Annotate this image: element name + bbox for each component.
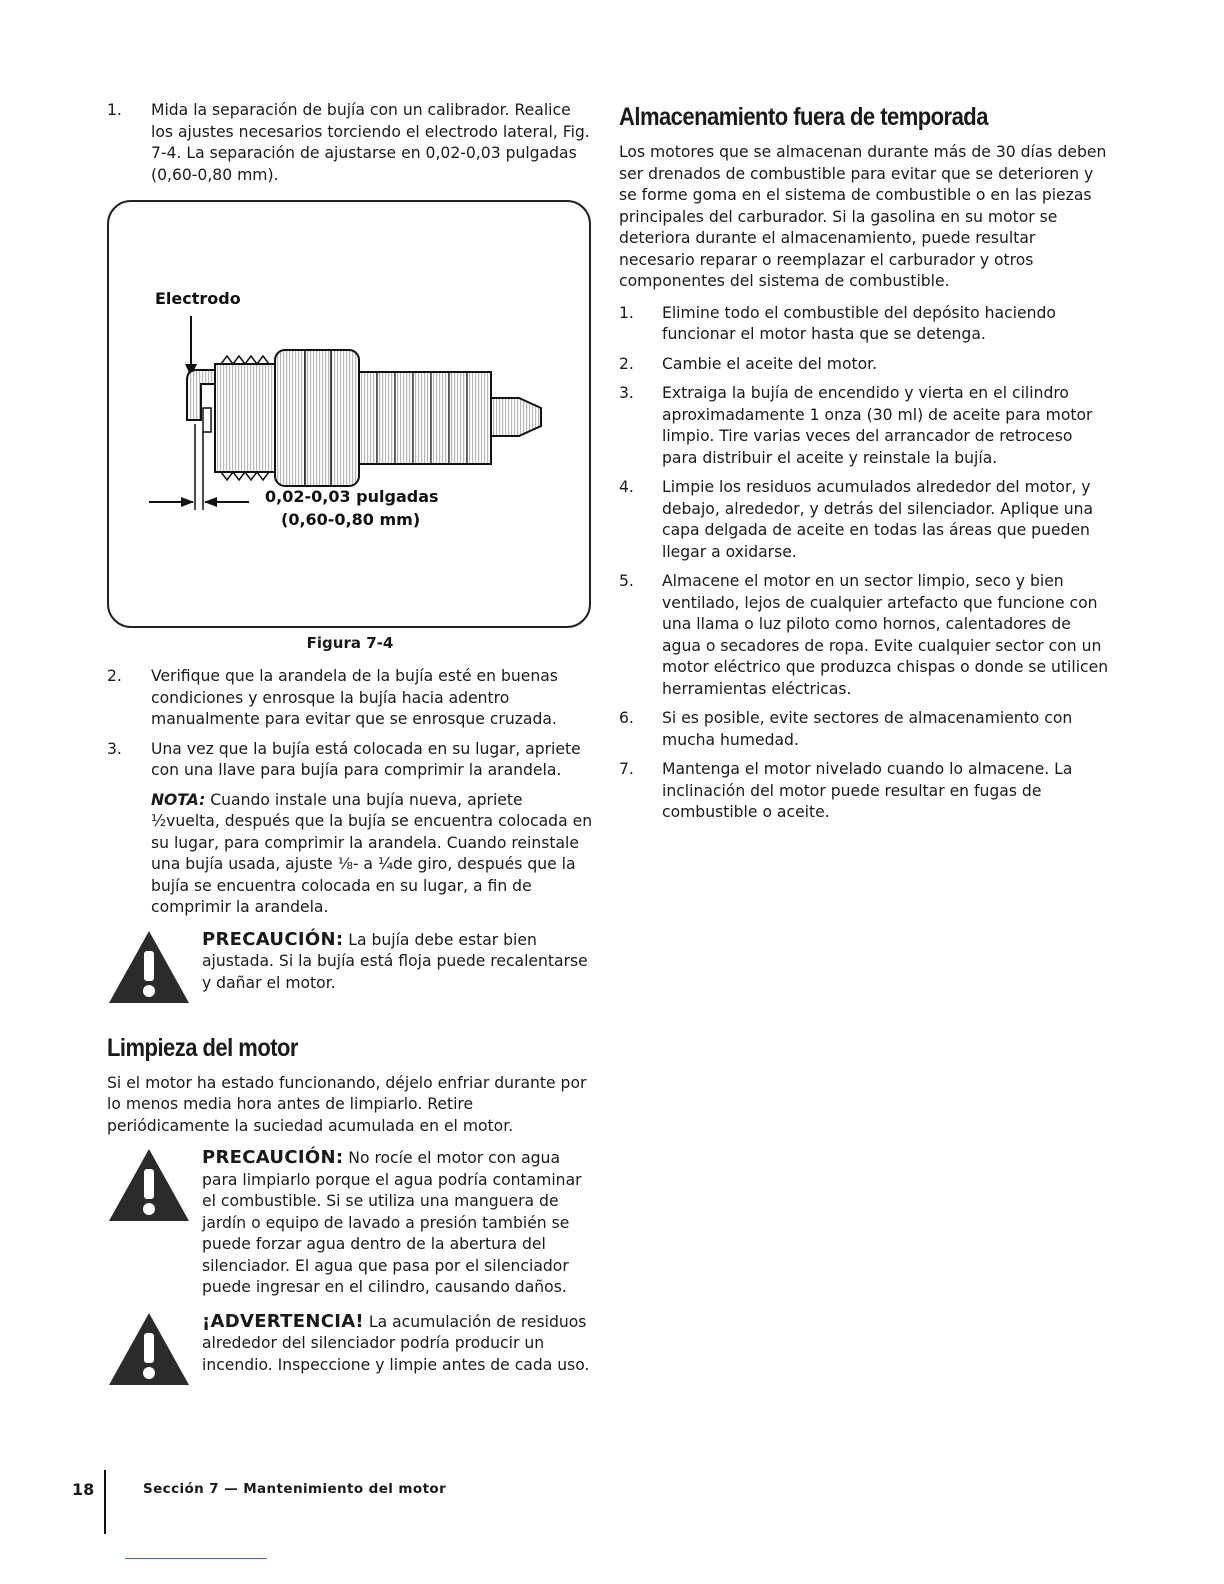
spark-plug-diagram	[109, 202, 593, 630]
list-item	[107, 100, 593, 186]
page-number: 18	[72, 1480, 95, 1499]
list-number: 7.	[619, 760, 634, 778]
list-text: Limpie los residuos acumulados alrededor del motor, y debajo, alrededor, y detrás del silenciador. Aplique una capa delgada de aceite en todas las áreas que pueden llegar a oxidarse.	[662, 478, 1094, 561]
warning-block	[107, 1311, 593, 1389]
warning-triangle-icon	[107, 929, 191, 1005]
note-text: Cuando instale una bujía nueva, apriete ½vuelta, después que la bujía se encuentra colocada en su lugar, para comprimir la arandela. Cuando reinstale una bujía usada, ajuste ⅛- a ¼de giro, después que la bujía se encuentra colocada en su lugar, a fin de comprimir la arandela.	[151, 790, 593, 916]
list-text: Almacene el motor en un sector limpio, seco y bien ventilado, lejos de cualquier artefacto que funcione con una llama o luz piloto como hornos, calentadores de agua o secadores de ropa. Evite cualquier sector con un motor eléctrico que produzca chispas o donde se utilicen herramientas eléctricas.	[662, 572, 1109, 698]
list-text: Verifique que la arandela de la bujía esté en buenas condiciones y enrosque la bujía hacia adentro manualmente para evitar que se enrosque cruzada.	[151, 667, 558, 728]
center-electrode	[203, 408, 211, 432]
figure-7-4	[107, 200, 591, 628]
list-item	[619, 477, 1109, 563]
warning-lead: ¡ADVERTENCIA!	[202, 1310, 364, 1332]
list-item	[107, 739, 593, 782]
list-item	[619, 354, 1109, 376]
note-lead: NOTA:	[151, 790, 206, 809]
list-number: 2.	[107, 667, 122, 685]
insulator	[359, 372, 491, 464]
gap-inches-label: 0,02-0,03 pulgadas	[265, 487, 439, 506]
gap-mm-label: (0,60-0,80 mm)	[281, 510, 421, 529]
list-number: 1.	[619, 303, 634, 322]
electrode-label: Electrodo	[155, 289, 241, 308]
list-text: Cambie el aceite del motor.	[662, 354, 878, 373]
thread-top	[221, 356, 269, 364]
section-heading-cleaning: Limpieza del motor	[107, 1033, 298, 1062]
list-text: Mantenga el motor nivelado cuando lo almacene. La inclinación del motor puede resultar en fugas de combustible o aceite.	[662, 760, 1073, 821]
section-heading-storage: Almacenamiento fuera de temporada	[619, 103, 988, 131]
list-number: 3.	[619, 384, 634, 402]
list-number: 5.	[619, 572, 634, 590]
list-text: Extraiga la bujía de encendido y vierta en el cilindro aproximadamente 1 onza (30 ml) de aceite para motor limpio. Tire varias veces del arrancador de retroceso para distribuir el aceite y reinstale la bujía.	[662, 384, 1093, 467]
list-text: Una vez que la bujía está colocada en su lugar, apriete con una llave para bujía para comprimir la arandela.	[151, 739, 581, 779]
right-column	[619, 100, 1109, 832]
list-item	[619, 383, 1109, 469]
figure-caption: Figura 7-4	[306, 634, 394, 652]
list-number: 2.	[619, 354, 634, 373]
list-number: 6.	[619, 709, 634, 727]
caution-text: No rocíe el motor con agua para limpiarlo porque el agua podría contaminar el combustible. Si se utiliza una manguera de jardín o equipo de lavado a presión también se puede forzar agua dentro de la abertura del silenciador. El agua que pasa por el silenciador puede ingresar en el cilindro, causando daños.	[202, 1149, 582, 1296]
cleaning-body: Si el motor ha estado funcionando, déjelo enfriar durante por lo menos media hora antes de limpiarlo. Retire periódicamente la suciedad acumulada en el motor.	[107, 1073, 587, 1135]
list-text: Si es posible, evite sectores de almacenamiento con mucha humedad.	[662, 709, 1073, 749]
caution-text: La bujía debe estar bien ajustada. Si la bujía está floja puede recalentarse y dañar el motor.	[202, 930, 588, 992]
warning-triangle-icon	[107, 1311, 191, 1387]
warning-text: La acumulación de residuos alrededor del silenciador podría producir un incendio. Inspeccione y limpie antes de cada uso.	[202, 1312, 590, 1374]
caution-lead: PRECAUCIÓN:	[202, 928, 344, 950]
list-item	[619, 303, 1109, 346]
hex-nut	[275, 350, 359, 486]
list-item	[107, 666, 593, 731]
list-text: Elimine todo el combustible del depósito haciendo funcionar el motor hasta que se detenga.	[662, 303, 1056, 343]
list-number: 3.	[107, 739, 122, 758]
terminal-nut	[491, 398, 541, 436]
warning-triangle-icon	[107, 1147, 191, 1223]
caution-block	[107, 929, 593, 1007]
list-text: Mida la separación de bujía con un calibrador. Realice los ajustes necesarios torciendo el electrodo lateral, Fig. 7-4. La separación de ajustarse en 0,02-0,03 pulgadas (0,60-0,80 mm).	[151, 101, 590, 184]
caution-lead: PRECAUCIÓN:	[202, 1147, 344, 1168]
left-column	[107, 100, 593, 1389]
thread-bottom	[221, 472, 269, 480]
list-number: 4.	[619, 478, 634, 496]
list-number: 1.	[107, 101, 122, 119]
list-item	[619, 708, 1109, 751]
footer-divider	[104, 1470, 106, 1534]
list-item	[619, 571, 1109, 700]
storage-intro: Los motores que se almacenan durante más de 30 días deben ser drenados de combustible para evitar que se deterioren y se forme goma en el sistema de combustible o en las piezas principales del carburador. Si la gasolina en su motor se deteriora durante el almacenamiento, puede resultar necesario reparar o reemplazar el carburador y otros componentes del sistema de combustible.	[619, 143, 1107, 290]
footer-rule	[125, 1558, 267, 1559]
list-item	[619, 759, 1109, 824]
thread-section	[215, 364, 275, 472]
footer-section-title: Sección 7 — Mantenimiento del motor	[143, 1481, 447, 1497]
note-paragraph	[107, 790, 593, 919]
caution-block	[107, 1147, 593, 1299]
